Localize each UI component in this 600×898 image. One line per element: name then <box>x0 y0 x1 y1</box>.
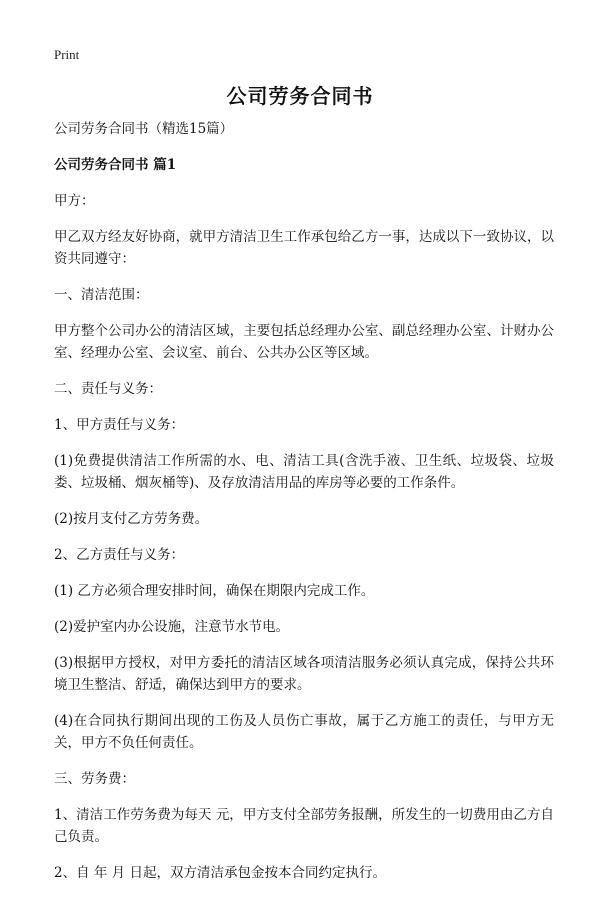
paragraph: 甲方： <box>54 193 95 209</box>
paragraph: 1、甲方责任与义务： <box>54 417 185 433</box>
paragraph: 2、自 年 月 日起，双方清洁承包金按本合同约定执行。 <box>54 865 386 881</box>
paragraph: (1)免费提供清洁工作所需的水、电、清洁工具(含洗手液、卫生纸、垃圾袋、垃圾娄、垃圾桶、烟灰桶等)、及存放清洁用品的库房等必要的工作条件。 <box>54 453 554 491</box>
document-title: 公司劳务合同书 <box>226 84 374 108</box>
paragraph: 二、责任与义务： <box>54 381 162 397</box>
print-link[interactable]: Print <box>54 47 80 62</box>
paragraph: (2)爱护室内办公设施，注意节水节电。 <box>54 619 290 635</box>
paragraph: (3)根据甲方授权，对甲方委托的清洁区域各项清洁服务必须认真完成，保持公共环境卫生整洁、舒适，确保达到甲方的要求。 <box>54 655 554 693</box>
paragraph: (4)在合同执行期间出现的工伤及人员伤亡事故，属于乙方施工的责任，与甲方无关，甲方不负任何责任。 <box>54 713 554 751</box>
paragraph: 2、乙方责任与义务： <box>54 547 185 563</box>
document-subtitle: 公司劳务合同书（精选15篇） <box>54 121 234 137</box>
paragraph: 一、清洁范围： <box>54 287 149 303</box>
paragraph: 甲方整个公司办公的清洁区域，主要包括总经理办公室、副总经理办公室、计财办公室、经理办公室、会议室、前台、公共办公区等区域。 <box>54 323 554 361</box>
paragraph: (2)按月支付乙方劳务费。 <box>54 511 209 527</box>
paragraph: 甲乙双方经友好协商，就甲方清洁卫生工作承包给乙方一事，达成以下一致协议，以资共同遵守： <box>54 229 554 267</box>
section-heading: 公司劳务合同书 篇1 <box>54 157 177 173</box>
paragraph: (1) 乙方必须合理安排时间，确保在期限内完成工作。 <box>54 583 375 599</box>
paragraph: 三、劳务费： <box>54 771 135 787</box>
document-body <box>54 118 554 898</box>
paragraph: 1、清洁工作劳务费为每天 元，甲方支付全部劳务报酬，所发生的一切费用由乙方自己负责。 <box>54 807 554 845</box>
